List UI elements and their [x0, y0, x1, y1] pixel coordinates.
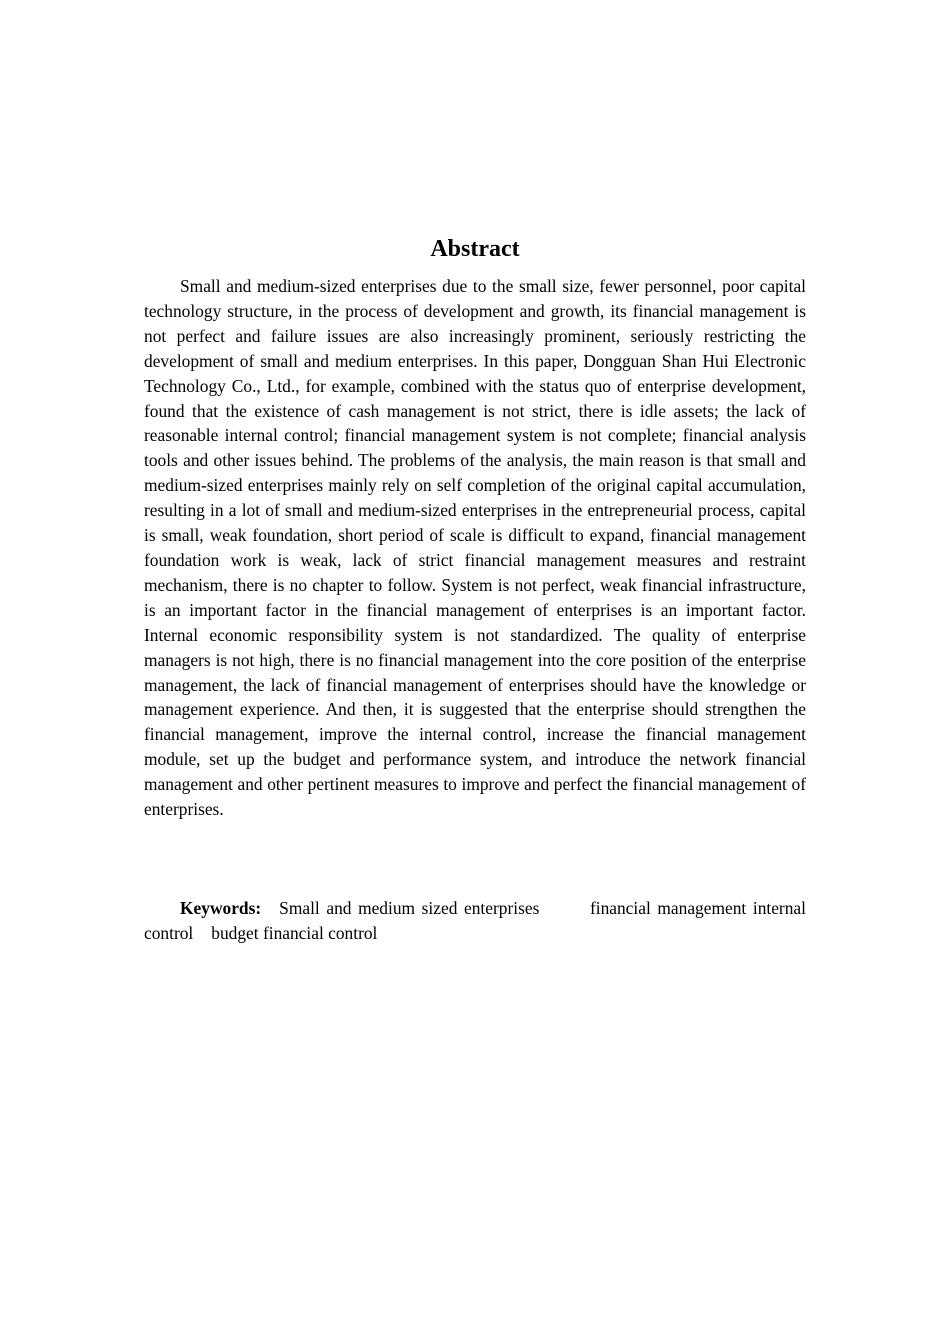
- keyword-item: budget financial control: [211, 922, 378, 943]
- abstract-title: Abstract: [430, 236, 520, 262]
- keyword-item: Small and medium sized enterprises: [279, 898, 540, 918]
- keyword-item: financial management: [589, 898, 747, 918]
- abstract-body: Small and medium-sized enterprises due to the small size, fewer personnel, poor capital technology structure, in the process of development and growth, its financial management is not perfect and failure issues are also increasingly prominent, seriously restricting the development of small and medium enterprises. In this paper, Dongguan Shan Hui Electronic Technology Co., Ltd., for example, combined with the status quo of enterprise development, found that the existence of cash management is not strict, there is idle assets; the lack of reasonable internal control; financial management system is not complete; financial analysis tools and other issues behind. The problems of the analysis, the main reason is that small and medium-sized enterprises mainly rely on self completion of the original capital accumulation, resulting in a lot of small and medium-sized enterprises in the entrepreneurial process, capital is small, weak foundation, short period of scale is difficult to expand, financial management foundation work is weak, lack of strict financial management measures and restraint mechanism, there is no chapter to follow. System is not perfect, weak financial infrastructure, is an important factor in the financial management of enterprises is an important factor. Internal economic responsibility system is not standardized. The quality of enterprise managers is not high, there is no financial management into the core position of the enterprise management, the lack of financial management of enterprises should have the knowledge or management experience. And then, it is suggested that the enterprise should strengthen the financial management, improve the internal control, increase the financial management module, set up the budget and performance system, and introduce the network financial management and other pertinent measures to improve and perfect the financial management of enterprises.: [144, 276, 806, 820]
- keyword-item: internal control: [144, 898, 806, 943]
- keywords-paragraph: [144, 896, 806, 946]
- keywords-label: Keywords:: [180, 898, 262, 918]
